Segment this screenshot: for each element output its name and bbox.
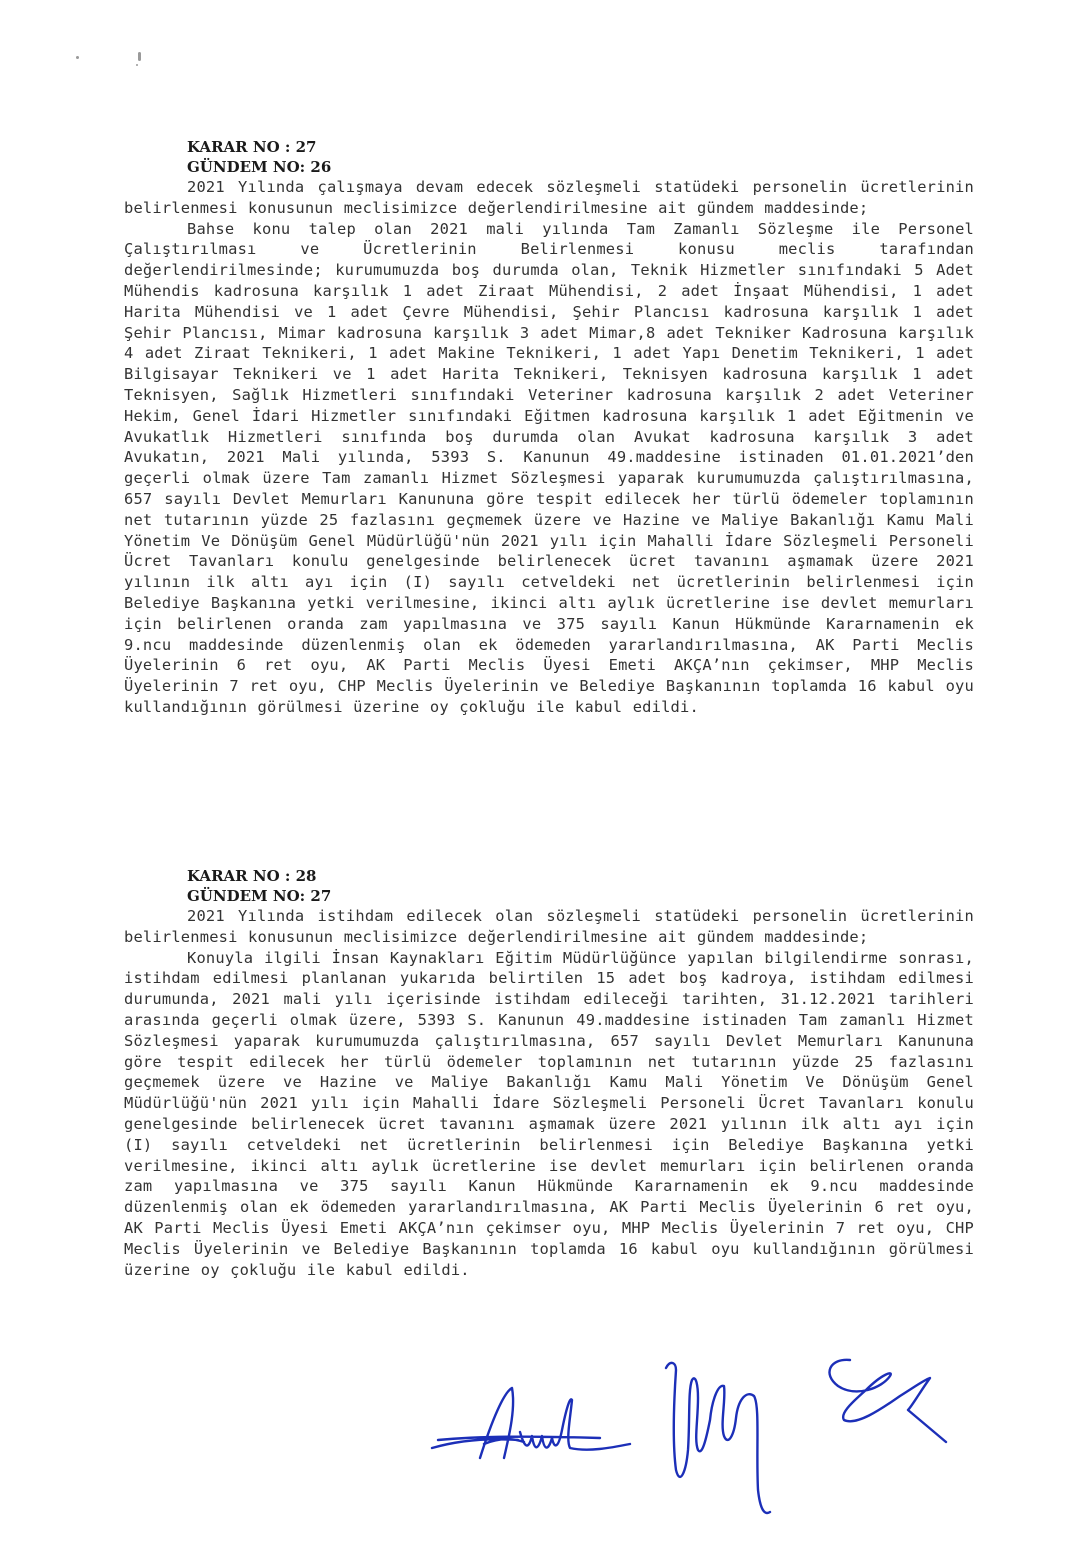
agenda-paragraph: 2021 Yılında istihdam edilecek olan sözleşmeli statüdeki personelin ücretlerinin belirlenmesi konusunun meclisimizce değerlendirilmesine ait gündem maddesinde; (124, 907, 974, 946)
decision-28 (124, 866, 974, 1280)
decision-paragraph: Konuyla ilgili İnsan Kaynakları Eğitim Müdürlüğünce yapılan bilgilendirme sonrası, istihdam edilmesi planlanan yukarıda belirtilen 15 adet boş kadroya, istihdam edilmesi durumunda, 2021 mali yılı içerisinde istihdam edileceği tarihten, 31.12.2021 tarihleri arasında geçerli olmak üzere, 5393 S. Kanunun 49.maddesine istinaden Tam zamanlı Hizmet Sözleşmesi yaparak kurumumuzda çalıştırılmasına, 657 sayılı Devlet Memurları Kanununa göre tespit edilecek her türlü ödemeler toplamının net tutarının yüzde 25 fazlasını geçmemek üzere ve Hazine ve Maliye Bakanlığı Kamu Mali Yönetim Ve Dönüşüm Genel Müdürlüğü'nün 2021 yılı için Mahalli İdare Sözleşmeli Personeli Ücret Tavanları konulu genelgesinde belirlenecek ücret tavanını aşmamak üzere 2021 yılının ilk altı ayı için (I) sayılı cetveldeki net ücretlerinin belirlenmesi için Belediye Başkanına yetki verilmesine, ikinci altı aylık ücretlerine ise devlet memurları için belirlenen oranda zam yapılmasına ve 375 sayılı Kanun Hükmünde Kararnamenin ek 9.ncu maddesinde düzenlenmiş olan ek ödemeden yararlandırılmasına, AK Parti Meclis Üyelerinin 6 ret oyu, AK Parti Meclis Üyesi Emeti AKÇA’nın çekimser oyu, MHP Meclis Üyelerinin 7 ret oyu, CHP Meclis Üyelerinin ve Belediye Başkanının toplamda 16 kabul oyu kullandığının görülmesi üzerine oy çokluğu ile kabul edildi. (124, 948, 974, 1279)
scan-speck (76, 56, 79, 59)
scan-speck (136, 64, 138, 66)
signatures-area (420, 1340, 980, 1530)
signature-group (432, 1360, 946, 1513)
decision-paragraph: Bahse konu talep olan 2021 mali yılında Tam Zamanlı Sözleşme ile Personel Çalıştırılması ve Ücretlerinin Belirlenmesi konusu meclis tarafından değerlendirilmesinde; kurumumuzda boş durumda olan, Teknik Hizmetler sınıfındaki 5 Adet Mühendis kadrosuna karşılık 1 adet Ziraat Mühendisi, 2 adet İnşaat Mühendisi, 1 adet Harita Mühendisi ve 1 adet Çevre Mühendisi, Şehir Plancısı kadrosuna karşılık 1 adet Şehir Plancısı, Mimar kadrosuna karşılık 3 adet Mimar,8 adet Tekniker Kadrosuna karşılık 4 adet Ziraat Teknikeri, 1 adet Makine Teknikeri, 1 adet Yapı Denetim Teknikeri, 1 adet Bilgisayar Teknikeri ve 1 adet Harita Teknikeri, Teknisyen kadrosuna karşılık 1 adet Teknisyen, Sağlık Hizmetleri sınıfındaki Veteriner kadrosuna karşılık 2 adet Veteriner Hekim, Genel İdari Hizmetler sınıfındaki Eğitmen kadrosuna karşılık 1 adet Eğitmenin ve Avukatlık Hizmetleri sınıfında boş durumda olan Avukat kadrosuna karşılık 3 adet Avukatın, 2021 Mali yılında, 5393 S. Kanunun 49.maddesine istinaden 01.01.2021’den geçerli olmak üzere Tam zamanlı Hizmet Sözleşmesi yaparak kurumumuzda çalıştırılmasına, 657 sayılı Devlet Memurları Kanununa göre tespit edilecek her türlü ödemeler toplamının net tutarının yüzde 25 fazlasını geçmemek üzere ve Hazine ve Maliye Bakanlığı Kamu Mali Yönetim Ve Dönüşüm Genel Müdürlüğü'nün 2021 yılı için Mahalli İdare Sözleşmeli Personeli Ücret Tavanları konulu genelgesinde belirlenecek ücret tavanını aşmamak üzere 2021 yılının ilk altı ayı için (I) sayılı cetveldeki net ücretlerinin belirlenmesi için Belediye Başkanına yetki verilmesine, ikinci altı aylık ücretlerine ise devlet memurları için belirlenen oranda zam yapılmasına ve 375 sayılı Kanun Hükmünde Kararnamenin ek 9.ncu maddesinde düzenlenmiş olan ek ödemeden yararlandırılmasına, AK Parti Meclis Üyelerinin 6 ret oyu, AK Parti Meclis Üyesi Emeti AKÇA’nın çekimser, MHP Meclis Üyelerinin 7 ret oyu, CHP Meclis Üyelerinin ve Belediye Başkanının toplamda 16 kabul oyu kullandığının görülmesi üzerine oy çokluğu ile kabul edildi. (124, 219, 974, 716)
signature-1 (432, 1388, 630, 1458)
gundem-no: GÜNDEM NO: 26 (187, 158, 332, 176)
gundem-no: GÜNDEM NO: 27 (187, 887, 332, 905)
karar-no: KARAR NO : 28 (187, 867, 317, 885)
karar-no: KARAR NO : 27 (187, 138, 317, 156)
signature-2 (666, 1363, 770, 1513)
signature-3 (829, 1360, 946, 1442)
agenda-paragraph: 2021 Yılında çalışmaya devam edecek sözleşmeli statüdeki personelin ücretlerinin belirlenmesi konusunun meclisimizce değerlendirilmesine ait gündem maddesinde; (124, 178, 974, 217)
scan-speck (138, 52, 141, 61)
decision-27 (124, 137, 974, 718)
